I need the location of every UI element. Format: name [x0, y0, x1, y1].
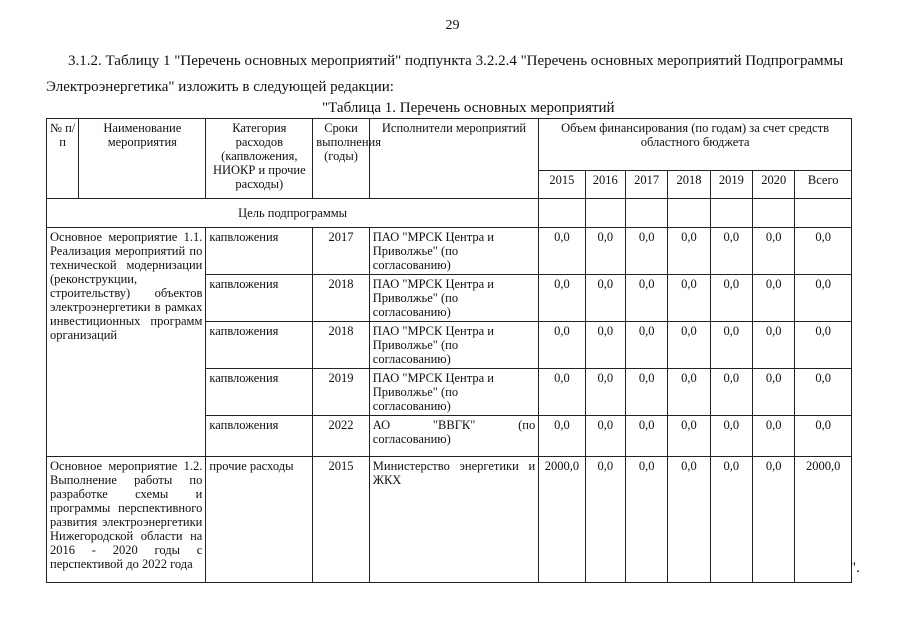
value-cell: 0,0: [625, 322, 667, 369]
header-executors: Исполнители мероприятий: [369, 119, 538, 199]
executor-cell: АО "ВВГК" (по согласованию): [369, 416, 538, 457]
empty-cell: [710, 199, 752, 228]
value-cell: 0,0: [585, 457, 625, 583]
category-cell: капвложения: [206, 416, 313, 457]
total-cell: 0,0: [795, 275, 852, 322]
year-header: 2020: [753, 171, 795, 199]
header-row: [47, 119, 852, 171]
value-cell: 0,0: [668, 457, 710, 583]
executor-cell: ПАО "МРСК Центра и Приволжье" (по согласованию): [369, 369, 538, 416]
value-cell: 0,0: [753, 369, 795, 416]
goal-row: [47, 199, 852, 228]
page-number: 29: [445, 18, 460, 33]
total-header: Всего: [795, 171, 852, 199]
goal-label: Цель подпрограммы: [47, 199, 539, 228]
value-cell: 0,0: [625, 416, 667, 457]
value-cell: 0,0: [625, 275, 667, 322]
header-term: Сроки выполнения (годы): [313, 119, 369, 199]
value-cell: 0,0: [753, 457, 795, 583]
year-header: 2019: [710, 171, 752, 199]
value-cell: 0,0: [539, 416, 585, 457]
category-cell: капвложения: [206, 275, 313, 322]
value-cell: 0,0: [710, 457, 752, 583]
value-cell: 0,0: [668, 369, 710, 416]
executor-cell: ПАО "МРСК Центра и Приволжье" (по согласованию): [369, 228, 538, 275]
intro-line-1: 3.1.2. Таблицу 1 "Перечень основных мероприятий" подпункта 3.2.2.4 "Перечень основных мероприятий Подпрограммы: [68, 53, 844, 69]
total-cell: 0,0: [795, 228, 852, 275]
total-cell: 0,0: [795, 369, 852, 416]
term-cell: 2019: [313, 369, 369, 416]
category-cell: капвложения: [206, 228, 313, 275]
value-cell: 0,0: [710, 275, 752, 322]
value-cell: 0,0: [625, 228, 667, 275]
closing-quote-mark: ".: [850, 560, 860, 576]
value-cell: 0,0: [625, 457, 667, 583]
table-caption: "Таблица 1. Перечень основных мероприятий: [322, 100, 615, 116]
activities-table: [46, 118, 852, 583]
value-cell: 0,0: [710, 416, 752, 457]
value-cell: 0,0: [668, 228, 710, 275]
table-row: [47, 457, 852, 583]
value-cell: 0,0: [539, 369, 585, 416]
empty-cell: [625, 199, 667, 228]
intro-line-2: Электроэнергетика" изложить в следующей редакции:: [46, 79, 394, 95]
header-category: Категория расходов (капвложения, НИОКР и прочие расходы): [206, 119, 313, 199]
value-cell: 0,0: [753, 416, 795, 457]
empty-cell: [539, 199, 585, 228]
value-cell: 0,0: [753, 322, 795, 369]
term-cell: 2018: [313, 322, 369, 369]
total-cell: 0,0: [795, 416, 852, 457]
category-cell: капвложения: [206, 322, 313, 369]
header-name: Наименование мероприятия: [79, 119, 206, 199]
value-cell: 0,0: [539, 322, 585, 369]
empty-cell: [795, 199, 852, 228]
value-cell: 0,0: [710, 369, 752, 416]
year-header: 2016: [585, 171, 625, 199]
executor-cell: ПАО "МРСК Центра и Приволжье" (по согласованию): [369, 275, 538, 322]
activity-name: Основное мероприятие 1.1. Реализация мероприятий по технической модернизации (реконструкции, строительству) объектов электроэнергетики в рамках инвестиционных программ организаций: [47, 228, 206, 457]
value-cell: 0,0: [668, 275, 710, 322]
empty-cell: [585, 199, 625, 228]
value-cell: 0,0: [539, 228, 585, 275]
value-cell: 0,0: [753, 275, 795, 322]
year-header: 2018: [668, 171, 710, 199]
value-cell: 0,0: [668, 322, 710, 369]
category-cell: капвложения: [206, 369, 313, 416]
table-row: [47, 228, 852, 275]
empty-cell: [668, 199, 710, 228]
empty-cell: [753, 199, 795, 228]
executor-cell: Министерство энергетики и ЖКХ: [369, 457, 538, 583]
value-cell: 2000,0: [539, 457, 585, 583]
value-cell: 0,0: [585, 416, 625, 457]
year-header: 2017: [625, 171, 667, 199]
value-cell: 0,0: [585, 322, 625, 369]
value-cell: 0,0: [625, 369, 667, 416]
term-cell: 2022: [313, 416, 369, 457]
total-cell: 2000,0: [795, 457, 852, 583]
category-cell: прочие расходы: [206, 457, 313, 583]
year-header: 2015: [539, 171, 585, 199]
term-cell: 2015: [313, 457, 369, 583]
term-cell: 2018: [313, 275, 369, 322]
total-cell: 0,0: [795, 322, 852, 369]
executor-cell: ПАО "МРСК Центра и Приволжье" (по согласованию): [369, 322, 538, 369]
value-cell: 0,0: [710, 228, 752, 275]
value-cell: 0,0: [585, 369, 625, 416]
value-cell: 0,0: [710, 322, 752, 369]
value-cell: 0,0: [753, 228, 795, 275]
header-num: № п/п: [47, 119, 79, 199]
header-financing: Объем финансирования (по годам) за счет средств областного бюджета: [539, 119, 852, 171]
activity-name: Основное мероприятие 1.2. Выполнение работы по разработке схемы и программы перспективного развития электроэнергетики Нижегородской области на 2016 - 2020 годы с перспективой до 2022 года: [47, 457, 206, 583]
term-cell: 2017: [313, 228, 369, 275]
value-cell: 0,0: [539, 275, 585, 322]
value-cell: 0,0: [668, 416, 710, 457]
value-cell: 0,0: [585, 275, 625, 322]
intro-paragraph: [46, 48, 861, 100]
value-cell: 0,0: [585, 228, 625, 275]
